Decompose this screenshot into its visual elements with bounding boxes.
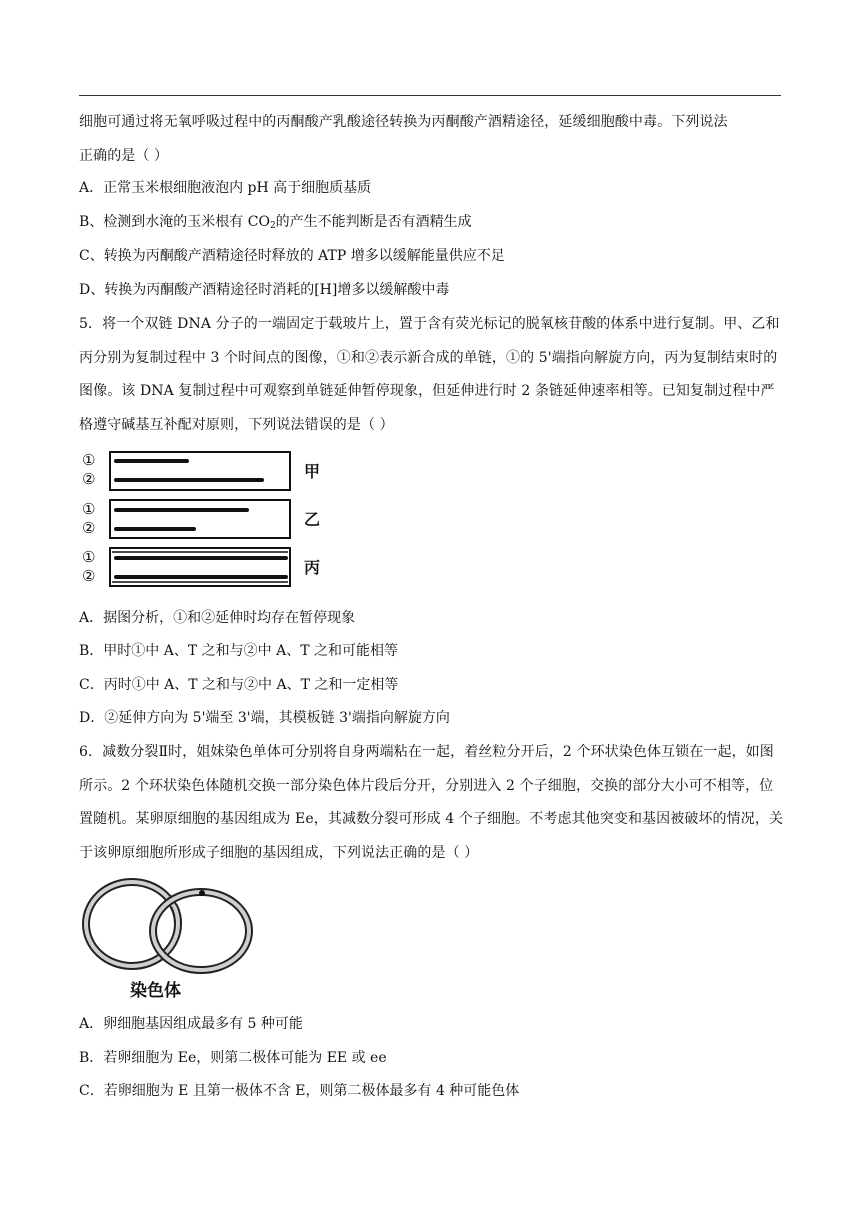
dna-replication-figure [82,448,334,590]
stage-yi-frame [110,500,290,538]
strand-2-label-bing: ② [82,567,96,585]
q6-option-a: A．卵细胞基因组成最多有 5 种可能 [79,1016,303,1032]
q4-option-a: A．正常玉米根细胞液泡内 pH 高于细胞质基质 [79,180,372,196]
interlocked-chromosome-figure [80,876,258,1004]
q5-option-c: C．丙时①中 A、T 之和与②中 A、T 之和一定相等 [79,677,399,693]
strand-1-label-jia: ① [82,451,96,469]
q4-stem-line1: 细胞可通过将无氧呼吸过程中的丙酮酸产乳酸途径转换为丙酮酸产酒精途径，延缓细胞酸中毒。下列说法 [79,114,728,130]
q5-option-b: B．甲时①中 A、T 之和与②中 A、T 之和可能相等 [79,643,398,659]
stage-jia-label: 甲 [304,462,321,481]
chromosome-label: 染色体 [130,981,181,1001]
q4-stem [79,106,784,173]
strand-1-label-yi: ① [82,500,96,518]
q4-stem-line2: 正确的是（ ） [79,147,169,164]
header-rule [79,95,781,96]
stage-bing-label: 丙 [304,558,321,577]
q6-stem: 6．减数分裂Ⅱ时，姐妹染色单体可分别将自身两端粘在一起，着丝粒分开后，2 个环状染色体互锁在一起，如图所示。2 个环状染色体随机交换一部分染色体片段后分开，分别进入 2 个子细胞，交换的部分大小可不相等，位置随机。某卵原细胞的基因组成为 Ee，其减数分裂可形成 4 个子细胞。不考虑其他突变和基因被破坏的情况，关于该卵原细胞所形成子细胞的基因组成，下列说法正确的是（ ） [79,744,784,861]
q5-stem: 5．将一个双链 DNA 分子的一端固定于载玻片上，置于含有荧光标记的脱氧核苷酸的体系中进行复制。甲、乙和丙分别为复制过程中 3 个时间点的图像，①和②表示新合成的单链，①的 5'端指向解旋方向，丙为复制结束时的图像。该 DNA 复制过程中可观察到单链延伸暂停现象，但延伸进行时 2 条链延伸速率相等。已知复制过程中严格遵守碱基互补配对原则，下列说法错误的是（ ） [79,316,780,433]
q4-option-d: D、转换为丙酮酸产酒精途径时消耗的[H]增多以缓解酸中毒 [79,282,450,298]
q5-option-a: A．据图分析，①和②延伸时均存在暂停现象 [79,610,356,626]
q5-option-d: D．②延伸方向为 5'端至 3'端，其模板链 3'端指向解旋方向 [79,710,450,726]
stage-bing-frame [110,548,290,586]
stage-yi-label: 乙 [304,510,321,529]
q6-option-b: B．若卵细胞为 Ee，则第二极体可能为 EE 或 ee [79,1050,387,1066]
strand-2-label-yi: ② [82,519,96,537]
q4-option-c: C、转换为丙酮酸产酒精途径时释放的 ATP 增多以缓解能量供应不足 [79,248,505,264]
strand-1-label-bing: ① [82,548,96,566]
strand-2-label-jia: ② [82,470,96,488]
q6-option-c: C．若卵细胞为 E 且第一极体不含 E，则第二极体最多有 4 种可能色体 [79,1083,520,1099]
q4-option-b: B、检测到水淹的玉米根有 $CO_2$的产生不能判断是否有酒精生成 [79,214,472,231]
stage-jia-frame [110,452,290,490]
